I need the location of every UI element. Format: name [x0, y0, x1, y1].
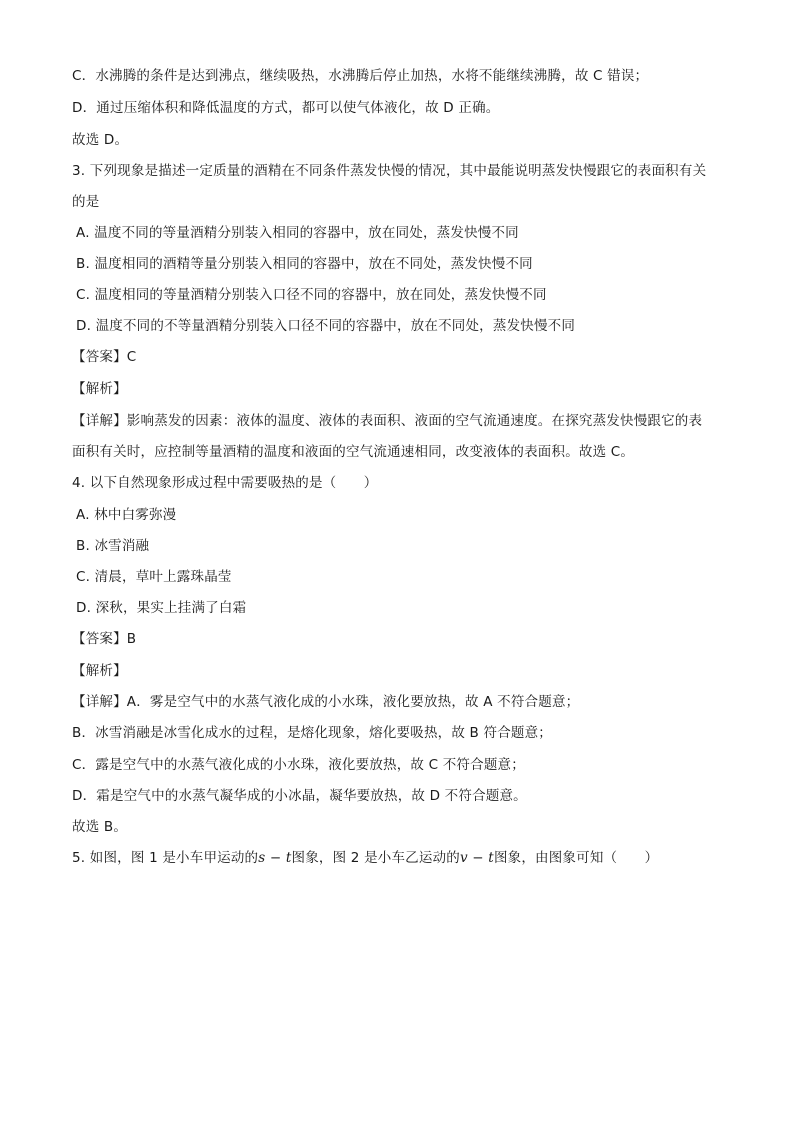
q4-analysis-label: 【解析】	[72, 663, 127, 679]
q4-detail-d: D．霜是空气中的水蒸气凝华成的小冰晶，凝华要放热，故 D 不符合题意。	[72, 788, 527, 804]
q5-stem-part-2: 图象，图 2 是小车乙运动的	[291, 850, 460, 866]
q4-option-b: B. 冰雪消融	[76, 538, 150, 554]
q4-option-c: C. 清晨，草叶上露珠晶莹	[76, 569, 232, 585]
q3-analysis-label: 【解析】	[72, 381, 127, 397]
q4-stem: 4. 以下自然现象形成过程中需要吸热的是（ ）	[72, 475, 378, 491]
q3-option-d: D. 温度不同的不等量酒精分别装入口径不同的容器中，放在不同处，蒸发快慢不同	[76, 318, 576, 334]
q5-stem	[72, 848, 658, 868]
st-graph-symbol: s − t	[258, 850, 292, 866]
q2-analysis-c: C．水沸腾的条件是达到沸点，继续吸热，水沸腾后停止加热，水将不能继续沸腾，故 C 错误；	[72, 68, 649, 84]
q3-detail-line-1: 【详解】影响蒸发的因素：液体的温度、液体的表面积、液面的空气流通速度。在探究蒸发快慢跟它的表	[72, 413, 703, 429]
q4-option-a: A. 林中白雾弥漫	[76, 507, 177, 523]
q3-stem-line-2: 的是	[72, 194, 100, 210]
q3-option-a: A. 温度不同的等量酒精分别装入相同的容器中，放在同处，蒸发快慢不同	[76, 225, 519, 241]
q3-option-b: B. 温度相同的酒精等量分别装入相同的容器中，放在不同处，蒸发快慢不同	[76, 256, 533, 272]
q3-option-c: C. 温度相同的等量酒精分别装入口径不同的容器中，放在同处，蒸发快慢不同	[76, 287, 547, 303]
q2-analysis-d: D．通过压缩体积和降低温度的方式，都可以使气体液化，故 D 正确。	[72, 100, 500, 116]
q3-detail-line-2: 面积有关时，应控制等量酒精的温度和液面的空气流通速相同，改变液体的表面积。故选 C。	[72, 444, 635, 460]
q4-select: 故选 B。	[72, 819, 128, 835]
q5-stem-part-3: 图象，由图象可知（ ）	[493, 850, 659, 866]
q4-detail-a: 【详解】A．雾是空气中的水蒸气液化成的小水珠，液化要放热，故 A 不符合题意；	[72, 694, 580, 710]
q2-select: 故选 D。	[72, 132, 129, 148]
q4-answer: 【答案】B	[72, 631, 137, 647]
q3-stem-line-1: 3. 下列现象是描述一定质量的酒精在不同条件蒸发快慢的情况，其中最能说明蒸发快慢跟它的表面积有关	[72, 163, 707, 179]
vt-graph-symbol: v − t	[459, 850, 494, 866]
q4-option-d: D. 深秋，果实上挂满了白霜	[76, 600, 247, 616]
q5-stem-part-1: 5. 如图，图 1 是小车甲运动的	[72, 850, 259, 866]
q4-detail-c: C．露是空气中的水蒸气液化成的小水珠，液化要放热，故 C 不符合题意；	[72, 757, 525, 773]
q4-detail-b: B．冰雪消融是冰雪化成水的过程，是熔化现象，熔化要吸热，故 B 符合题意；	[72, 725, 553, 741]
q3-answer: 【答案】C	[72, 349, 137, 365]
